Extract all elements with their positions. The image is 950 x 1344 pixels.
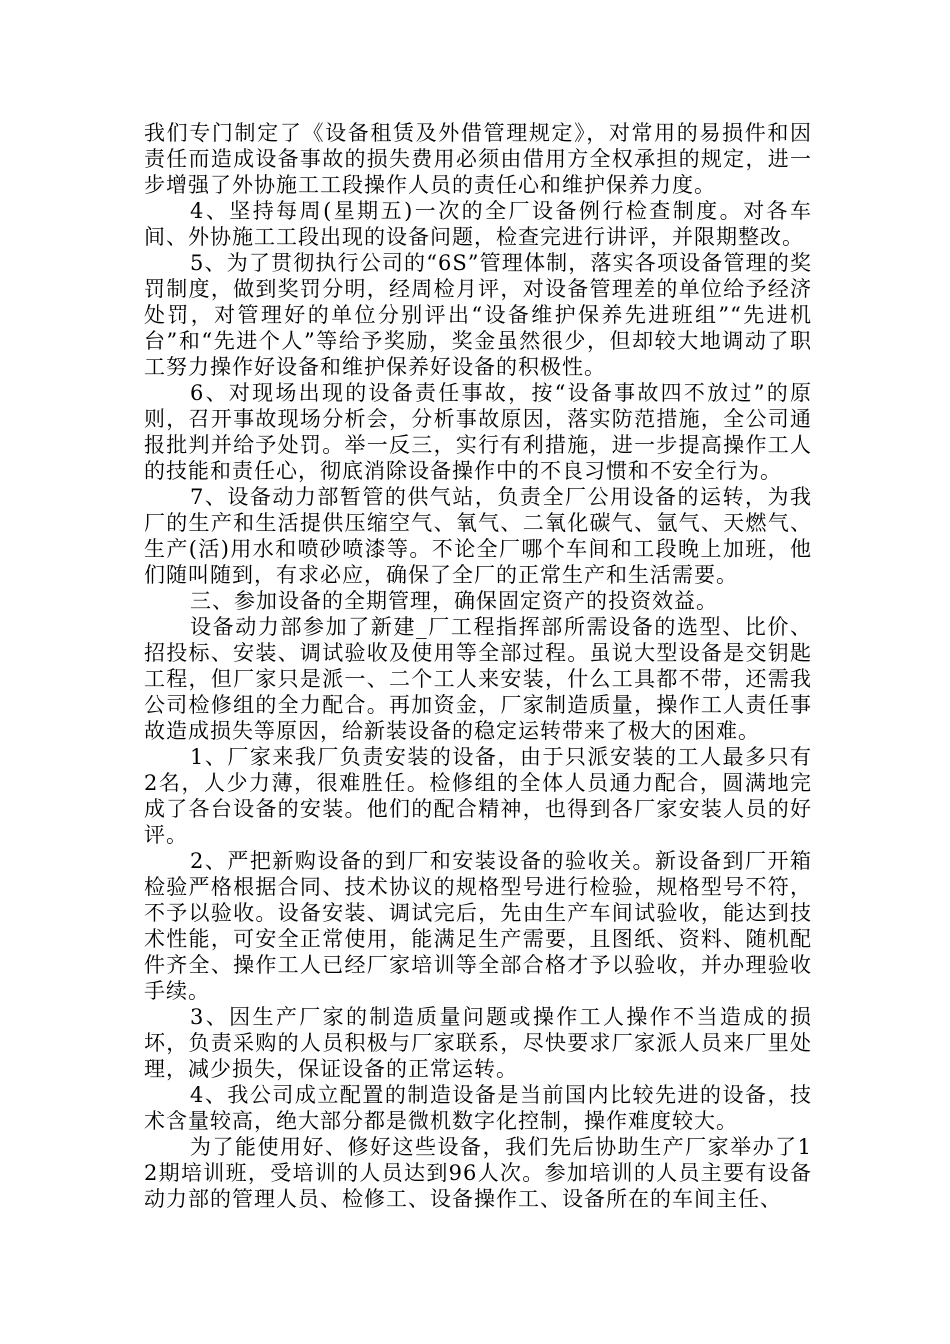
- paragraph: 1、厂家来我厂负责安装的设备，由于只派安装的工人最多只有2名，人少力薄，很难胜任。检修组的全体人员通力配合，圆满地完成了各台设备的安装。他们的配合精神，也得到各厂家安装人员的好评。: [144, 745, 812, 847]
- paragraph: 设备动力部参加了新建_厂工程指挥部所需设备的选型、比价、招投标、安装、调试验收及使用等全部过程。虽说大型设备是交钥匙工程，但厂家只是派一、二个工人来安装，什么工具都不带，还需我公司检修组的全力配合。再加资金，厂家制造质量，操作工人责任事故造成损失等原因，给新装设备的稳定运转带来了极大的困难。: [144, 615, 812, 743]
- paragraph: 4、坚持每周(星期五)一次的全厂设备例行检查制度。对各车间、外协施工工段出现的设备问题，检查完进行讲评，并限期整改。: [144, 199, 812, 249]
- paragraph: 2、严把新购设备的到厂和安装设备的验收关。新设备到厂开箱检验严格根据合同、技术协议的规格型号进行检验，规格型号不符，不予以验收。设备安装、调试完后，先由生产车间试验收，能达到技术性能，可安全正常使用，能满足生产需要，且图纸、资料、随机配件齐全、操作工人已经厂家培训等全部合格才予以验收，并办理验收手续。: [144, 849, 812, 1003]
- paragraph: 5、为了贯彻执行公司的“6S”管理体制，落实各项设备管理的奖罚制度，做到奖罚分明，经周检月评，对设备管理差的单位给予经济处罚，对管理好的单位分别评出“设备维护保养先进班组”“先进机台”和“先进个人”等给予奖励，奖金虽然很少，但却较大地调动了职工努力操作好设备和维护保养好设备的积极性。: [144, 251, 812, 379]
- paragraph: 4、我公司成立配置的制造设备是当前国内比较先进的设备，技术含量较高，绝大部分都是微机数字化控制，操作难度较大。: [144, 1083, 812, 1133]
- paragraph: 我们专门制定了《设备租赁及外借管理规定》，对常用的易损件和因责任而造成设备事故的损失费用必须由借用方全权承担的规定，进一步增强了外协施工工段操作人员的责任心和维护保养力度。: [144, 121, 812, 197]
- section-heading: 三、参加设备的全期管理，确保固定资产的投资效益。: [190, 589, 718, 613]
- document-page: [144, 120, 812, 1212]
- paragraph: 6、对现场出现的设备责任事故，按“设备事故四不放过”的原则，召开事故现场分析会，分析事故原因，落实防范措施，全公司通报批判并给予处罚。举一反三，实行有利措施，进一步提高操作工人的技能和责任心，彻底消除设备操作中的不良习惯和不安全行为。: [144, 381, 812, 483]
- paragraph: 7、设备动力部暂管的供气站，负责全厂公用设备的运转，为我厂的生产和生活提供压缩空气、氧气、二氧化碳气、氩气、天燃气、生产(活)用水和喷砂喷漆等。不论全厂哪个车间和工段晚上加班，他们随叫随到，有求必应，确保了全厂的正常生产和生活需要。: [144, 485, 812, 587]
- paragraph: 为了能使用好、修好这些设备，我们先后协助生产厂家举办了12期培训班，受培训的人员达到96人次。参加培训的人员主要有设备动力部的管理人员、检修工、设备操作工、设备所在的车间主任、: [144, 1135, 812, 1211]
- paragraph: 3、因生产厂家的制造质量问题或操作工人操作不当造成的损坏，负责采购的人员积极与厂家联系，尽快要求厂家派人员来厂里处理，减少损失，保证设备的正常运转。: [144, 1005, 812, 1081]
